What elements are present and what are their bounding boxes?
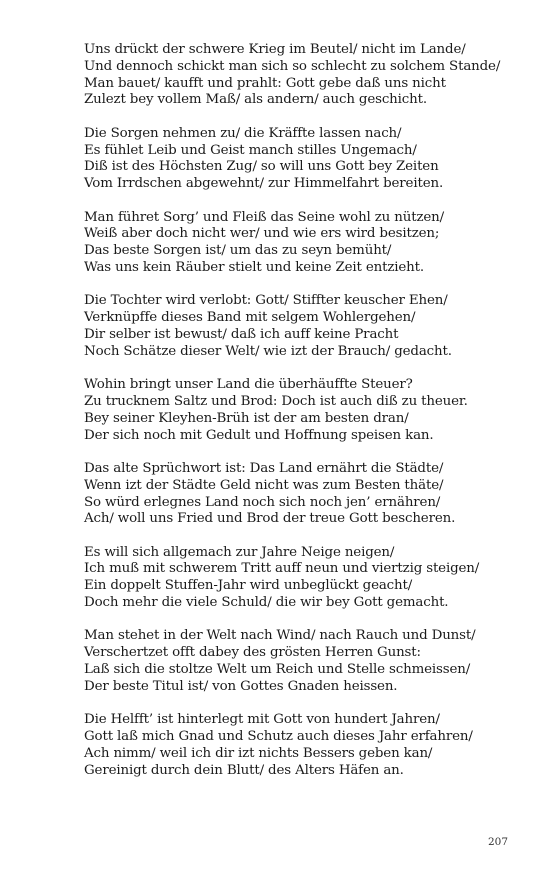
verse-line: Noch Schätze dieser Welt/ wie izt der Brauch/ gedacht. bbox=[84, 343, 452, 359]
stanza bbox=[84, 628, 524, 695]
verse-line: Verknüpffe dieses Band mit selgem Wohlergehen/ bbox=[84, 310, 416, 326]
verse-line: Zulezt bey vollem Maß/ als andern/ auch geschicht. bbox=[84, 92, 427, 108]
verse-line: Dir selber ist bewust/ daß ich auff keine Pracht bbox=[84, 326, 399, 342]
stanza bbox=[84, 42, 524, 109]
verse-line: Ach nimm/ weil ich dir izt nichts Bessers geben kan/ bbox=[84, 745, 433, 761]
verse-line: Weiß aber doch nicht wer/ und wie ers wird besitzen; bbox=[84, 226, 440, 242]
poem-text bbox=[84, 42, 524, 796]
verse-line: Das alte Sprüchwort ist: Das Land ernährt die Städte/ bbox=[84, 460, 444, 476]
verse-line: Was uns kein Räuber stielt und keine Zeit entzieht. bbox=[84, 259, 424, 275]
verse-line: Das beste Sorgen ist/ um das zu seyn bemüht/ bbox=[84, 243, 392, 259]
verse-line: Diß ist des Höchsten Zug/ so will uns Gott bey Zeiten bbox=[84, 159, 439, 175]
verse-line: Die Tochter wird verlobt: Gott/ Stiffter keuscher Ehen/ bbox=[84, 293, 448, 309]
verse-line: Die Sorgen nehmen zu/ die Kräffte lassen nach/ bbox=[84, 125, 402, 141]
verse-line: Und dennoch schickt man sich so schlecht zu solchem Stande/ bbox=[84, 58, 501, 74]
verse-line: So würd erlegnes Land noch sich noch jen’ ernähren/ bbox=[84, 494, 441, 510]
verse-line: Ach/ woll uns Fried und Brod der treue Gott bescheren. bbox=[84, 511, 456, 527]
verse-line: Es will sich allgemach zur Jahre Neige neigen/ bbox=[84, 544, 395, 560]
page-number: 207 bbox=[487, 836, 508, 848]
stanza bbox=[84, 293, 524, 360]
verse-line: Uns drückt der schwere Krieg im Beutel/ nicht im Lande/ bbox=[84, 42, 466, 57]
verse-line: Verschertzet offt dabey des grösten Herren Gunst: bbox=[84, 645, 421, 661]
verse-line: Gereinigt durch dein Blutt/ des Alters Häfen an. bbox=[84, 762, 404, 778]
verse-line: Vom Irrdschen abgewehnt/ zur Himmelfahrt bereiten. bbox=[84, 176, 444, 192]
verse-line: Zu trucknem Saltz und Brod: Doch ist auch diß zu theuer. bbox=[84, 393, 468, 409]
stanza bbox=[84, 461, 524, 528]
verse-line: Der sich noch mit Gedult und Hoffnung speisen kan. bbox=[84, 427, 434, 443]
verse-line: Man bauet/ kaufft und prahlt: Gott gebe daß uns nicht bbox=[84, 75, 446, 91]
verse-line: Ein doppelt Stuffen-Jahr wird unbeglückt geacht/ bbox=[84, 578, 413, 594]
verse-line: Ich muß mit schwerem Tritt auff neun und viertzig steigen/ bbox=[84, 561, 480, 577]
verse-line: Wohin bringt unser Land die überhäuffte Steuer? bbox=[84, 377, 413, 393]
verse-line: Doch mehr die viele Schuld/ die wir bey Gott gemacht. bbox=[84, 595, 449, 611]
verse-line: Bey seiner Kleyhen-Brüh ist der am besten dran/ bbox=[84, 410, 409, 426]
stanza bbox=[84, 377, 524, 444]
stanza bbox=[84, 126, 524, 193]
stanza bbox=[84, 210, 524, 277]
verse-line: Es fühlet Leib und Geist manch stilles Ungemach/ bbox=[84, 142, 417, 158]
stanza bbox=[84, 545, 524, 612]
verse-line: Der beste Titul ist/ von Gottes Gnaden heissen. bbox=[84, 678, 398, 694]
verse-line: Man führet Sorg’ und Fleiß das Seine wohl zu nützen/ bbox=[84, 209, 444, 225]
verse-line: Wenn izt der Städte Geld nicht was zum Besten thäte/ bbox=[84, 477, 444, 493]
stanza bbox=[84, 712, 524, 779]
verse-line: Gott laß mich Gnad und Schutz auch dieses Jahr erfahren/ bbox=[84, 729, 473, 745]
verse-line: Laß sich die stoltze Welt um Reich und Stelle schmeissen/ bbox=[84, 662, 471, 678]
verse-line: Die Helfft’ ist hinterlegt mit Gott von hundert Jahren/ bbox=[84, 712, 440, 728]
verse-line: Man stehet in der Welt nach Wind/ nach Rauch und Dunst/ bbox=[84, 628, 476, 644]
